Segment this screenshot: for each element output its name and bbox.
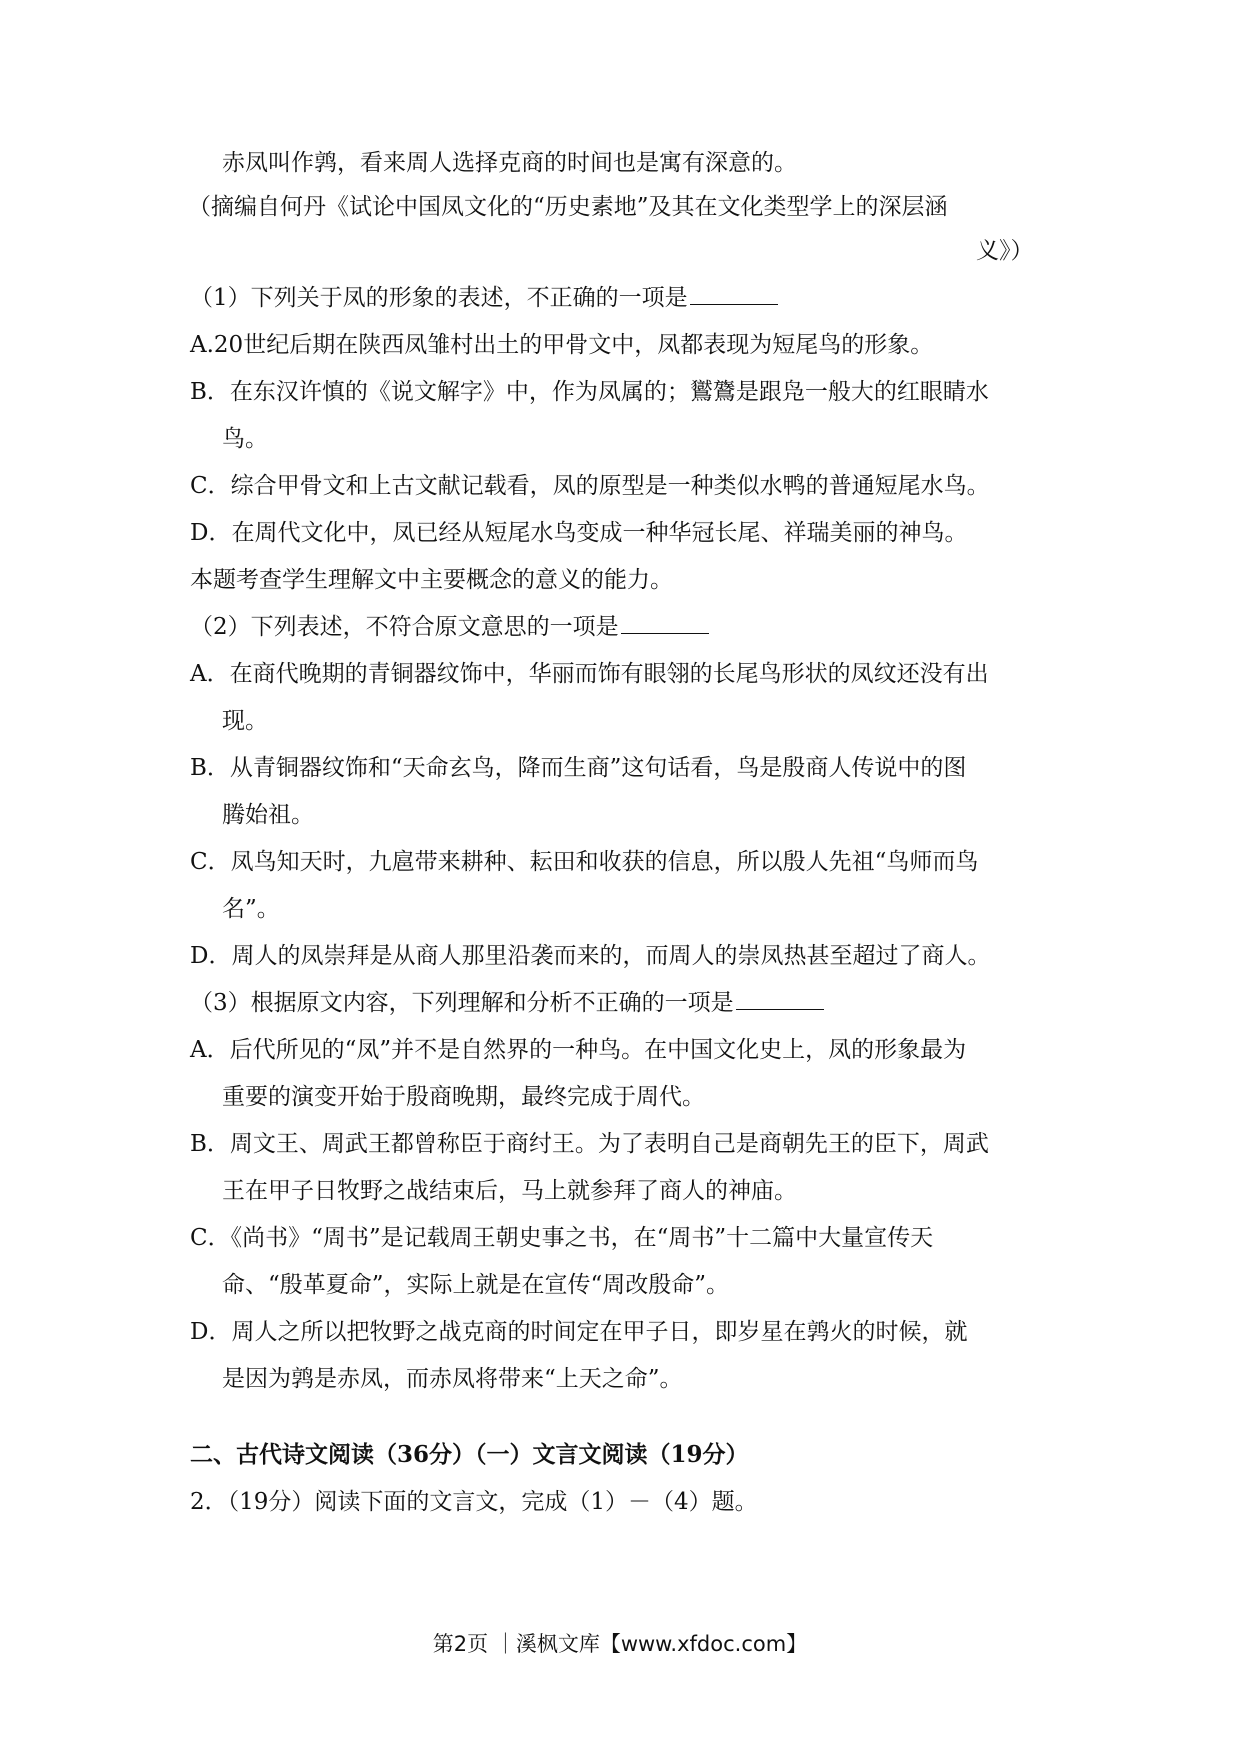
page-footer: 第2页 ｜溪枫文库【www.xfdoc.com】 [432, 1632, 808, 1656]
q2-option-a-cont: 现。 [222, 708, 268, 734]
q2-option-c: C．凤鸟知天时，九扈带来耕种、耘田和收获的信息，所以殷人先祖“鸟师而鸟 [190, 849, 979, 875]
q3-option-a-cont: 重要的演变开始于殷商晚期，最终完成于周代。 [222, 1084, 705, 1110]
q1-option-a: A.20世纪后期在陕西凤雏村出土的甲骨文中，凤都表现为短尾鸟的形象。 [190, 332, 934, 358]
q2-option-b: B．从青铜器纹饰和“天命玄鸟，降而生商”这句话看，鸟是殷商人传说中的图 [190, 755, 967, 781]
q2-option-a: A．在商代晚期的青铜器纹饰中，华丽而饰有眼翎的长尾鸟形状的凤纹还没有出 [190, 661, 989, 687]
q1-stem [190, 283, 778, 313]
intro-line: 赤凤叫作鹑，看来周人选择克商的时间也是寓有深意的。 [222, 150, 797, 176]
q1-note: 本题考查学生理解文中主要概念的意义的能力。 [190, 567, 673, 593]
q1-stem-text: （1）下列关于凤的形象的表述，不正确的一项是 [190, 285, 688, 311]
q1-option-b-cont: 鸟。 [222, 426, 268, 452]
q3-stem-text: （3）根据原文内容，下列理解和分析不正确的一项是 [190, 990, 734, 1016]
q2-option-b-cont: 腾始祖。 [222, 802, 314, 828]
answer-blank[interactable] [736, 989, 824, 1010]
q1-option-d: D．在周代文化中，凤已经从短尾水鸟变成一种华冠长尾、祥瑞美丽的神鸟。 [190, 520, 968, 546]
q1-option-b: B．在东汉许慎的《说文解字》中，作为凤属的；鸑鷟是跟凫一般大的红眼睛水 [190, 379, 989, 405]
q3-option-b-cont: 王在甲子日牧野之战结束后，马上就参拜了商人的神庙。 [222, 1178, 797, 1204]
q2-option-d: D．周人的凤崇拜是从商人那里沿袭而来的，而周人的崇凤热甚至超过了商人。 [190, 943, 991, 969]
q2-instruction: 2．（19分）阅读下面的文言文，完成（1）－（4）题。 [190, 1489, 758, 1515]
q1-option-c: C．综合甲骨文和上古文献记载看，凤的原型是一种类似水鸭的普通短尾水鸟。 [190, 473, 990, 499]
q2-option-c-cont: 名”。 [222, 896, 280, 922]
q3-option-b: B．周文王、周武王都曾称臣于商纣王。为了表明自己是商朝先王的臣下，周武 [190, 1131, 989, 1157]
q3-option-d-cont: 是因为鹑是赤凤，而赤凤将带来“上天之命”。 [222, 1366, 683, 1392]
q3-stem [190, 988, 824, 1018]
answer-blank[interactable] [621, 613, 709, 634]
citation-line-1: （摘编自何丹《试论中国凤文化的“历史素地”及其在文化类型学上的深层涵 [188, 194, 948, 220]
answer-blank[interactable] [690, 284, 778, 305]
q2-stem [190, 612, 709, 642]
q2-stem-text: （2）下列表述，不符合原文意思的一项是 [190, 614, 619, 640]
q3-option-a: A．后代所见的“凤”并不是自然界的一种鸟。在中国文化史上，凤的形象最为 [190, 1037, 967, 1063]
q3-option-c-cont: 命、“殷革夏命”，实际上就是在宣传“周改殷命”。 [222, 1272, 730, 1298]
section-heading: 二、古代诗文阅读（36分）（一）文言文阅读（19分） [190, 1441, 749, 1468]
citation-line-2: 义》） [976, 238, 1034, 264]
q3-option-d: D．周人之所以把牧野之战克商的时间定在甲子日，即岁星在鹑火的时候，就 [190, 1319, 968, 1345]
q3-option-c: C．《尚书》“周书”是记载周王朝史事之书，在“周书”十二篇中大量宣传天 [190, 1225, 934, 1251]
